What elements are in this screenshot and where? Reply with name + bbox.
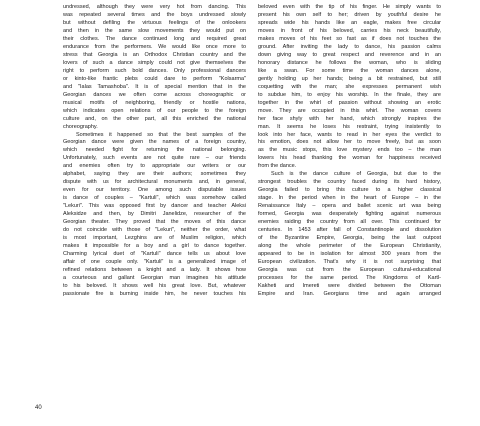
text-line: along the whole perimeter of the European Christianity, [258,243,441,250]
text-line: and then in the same slow movements they would put on [63,27,246,34]
text-line: choreography. [63,123,98,130]
text-line: makes it impossible for a boy and a girl to dance together. [63,243,246,250]
text-line: Georgian dances we often come across choreographic or [63,91,246,98]
text-line: look into her face, wants to read in her eyes the verdict to [258,131,441,138]
text-line: passionate fire is burning inside him, he never touches his [63,290,246,297]
text-line: stage. In the period when in the heart of Europe – in the [258,195,441,202]
text-line: a courteous and gallant Georgian man imagines his attitude [63,274,246,281]
page-number: 40 [35,405,42,411]
text-line: do not coincide with those of "Lekuri", neither the order, what [63,227,246,234]
text-line: beloved even with the tip of his finger. He simply wants to [258,4,441,10]
text-line: centuries. In 1453 after fall of Constantinople and dissolution [258,227,441,234]
text-line: of the Byzantine Empire, Georgia, being the last outpost [258,235,441,242]
text-line: is most important, Lezghins are of Muslim religion, which [63,235,246,242]
text-line: his emotion, does not allow her to move freely, but as soon [258,139,441,146]
text-line: refined relations between a knight and a lady. It shows how [63,266,246,273]
text-line: lovers of such a dance simply could not give themselves the [63,59,246,66]
text-line: and enemies often try to appropriate our writers or our [63,163,246,170]
text-line: Georgian dance were given the names of a foreign country, [63,139,246,146]
text-line: which indicates open relations of our people to the foreign [63,107,246,114]
text-line: honorary distance he follows the woman, who is sliding [258,59,441,66]
text-line: present his own self to her; driven by youthful desire he [258,11,441,18]
text-line: undressed, although they were very hot from dancing. This [63,4,246,10]
text-line: Sometimes it happened so that the best samples of the [76,131,246,138]
text-line: was repeated several times and the boys undressed slowly [63,11,246,18]
text-line: Renaissance Italy – opera and ballet scenic art was being [258,203,441,210]
text-line: Such is the dance culture of Georgia, but due to the [271,171,441,178]
text-line: Empire and Iran. Georgians time and again arranged [258,290,441,297]
text-line: Georgia failed to bring this culture to a higher classical [258,187,441,194]
text-line: or kinto-like frantic plebs could dare to perform "Kolsarma" [63,75,246,82]
text-line: her face shyly with her hand, which strongly inspires the [258,115,441,122]
text-line: but without defiling the virtuous feelings of the onlookers [63,19,246,26]
text-line: together in the whirl of passion without showing an erotic [258,99,441,106]
text-line: strongest troubles the country faced during its hard history, [258,179,441,186]
text-line: move. They are occupied in this whirl. The woman covers [258,107,441,114]
text-line: endurance from the performers. We would like once more to [63,43,246,50]
text-line: Unfortunately, such events are not quite rare – our friends [63,155,246,162]
text-line: even for our territory. One among such disputable issues [63,187,246,194]
text-line: dispute with us for architectural monuments and, in general, [63,179,246,186]
text-line: enemies raiding the country from all over. This continued for [258,219,441,226]
text-line: formed, Georgia was desperately fighting against numerous [258,211,441,218]
text-line: Georgia was cut from the European cultural-educational [258,266,441,273]
text-line: European civilization. That's why it is not surprising that [258,259,441,265]
text-line: man. It seems he loses his restraint, trying insistently to [258,123,441,130]
right-text-column [258,4,441,299]
text-line: Aleksidze and then, by Dimitri Janelidze, researcher of the [63,211,246,218]
left-text-column [63,4,246,299]
text-line: like a swan. For some time the woman dances alone, [258,67,441,74]
text-line: appeared to be in isolation for almost 300 years from the [258,251,441,258]
text-line: from the dance. [258,163,297,170]
text-line: as the music stops, this love mystery ends too – the man [258,147,441,154]
text-line: moves in front of his beloved, carries his neck beautifully, [258,27,441,34]
text-line: to subdue him, to enjoy his worship. In the finale, they are [258,91,441,98]
text-line: is dance of couples – "Kartuli", which was somehow called [63,195,246,202]
text-line: right to perform such bold dances. Only professional dancers [63,67,246,74]
text-line: musical motifs of neighboring, friendly or hostile nations, [63,99,246,106]
text-line: stress that Georgia is an Orthodox Christian country and the [63,51,246,58]
text-line: coquetting with the man; she expresses permanent wish [258,83,441,90]
text-line: their clothes. The dance continued long and required great [63,35,246,42]
text-line: processes for the same period. The Kingdoms of Kartl- [258,274,441,281]
text-line: to his beloved. It shows well his great love. But, whatever [63,282,246,289]
text-line: culture and, on the other part, all this enriched the national [63,115,246,122]
text-line: lowers his head thanking the woman for happiness received [258,155,441,162]
text-line: gently holding up her hands; being a bit restrained, but still [258,75,441,82]
text-line: alphabet, saying they are their authors; sometimes they [63,171,246,178]
text-line: makes moves of his feet so fast as if does not touches the [258,35,441,42]
text-line: "Lekuri". This was opposed first by dancer and teacher Aleksi [63,203,246,210]
text-line: ground. After inviting the lady to dance, his passion calms [258,43,441,50]
text-line: down giving way to great respect and reverence and in an [258,51,441,58]
text-line: Charming lyrical duet of "Kartuli" dance tells us about love [63,251,246,258]
text-line: and "Ialas Tamashoba". It is of special mention that in the [63,83,246,90]
text-line: Kakheti and Imereti were divided between the Ottoman [258,282,441,289]
text-line: Georgian theater. They proved that the moves of this dance [63,219,246,226]
text-line: spreads wide his hands like an eagle, makes free circular [258,19,441,26]
text-line: affair of one couple only. "Kartuli" is a generalized image of [63,259,246,265]
text-line: which needed fight for returning the national belonging. [63,147,246,154]
